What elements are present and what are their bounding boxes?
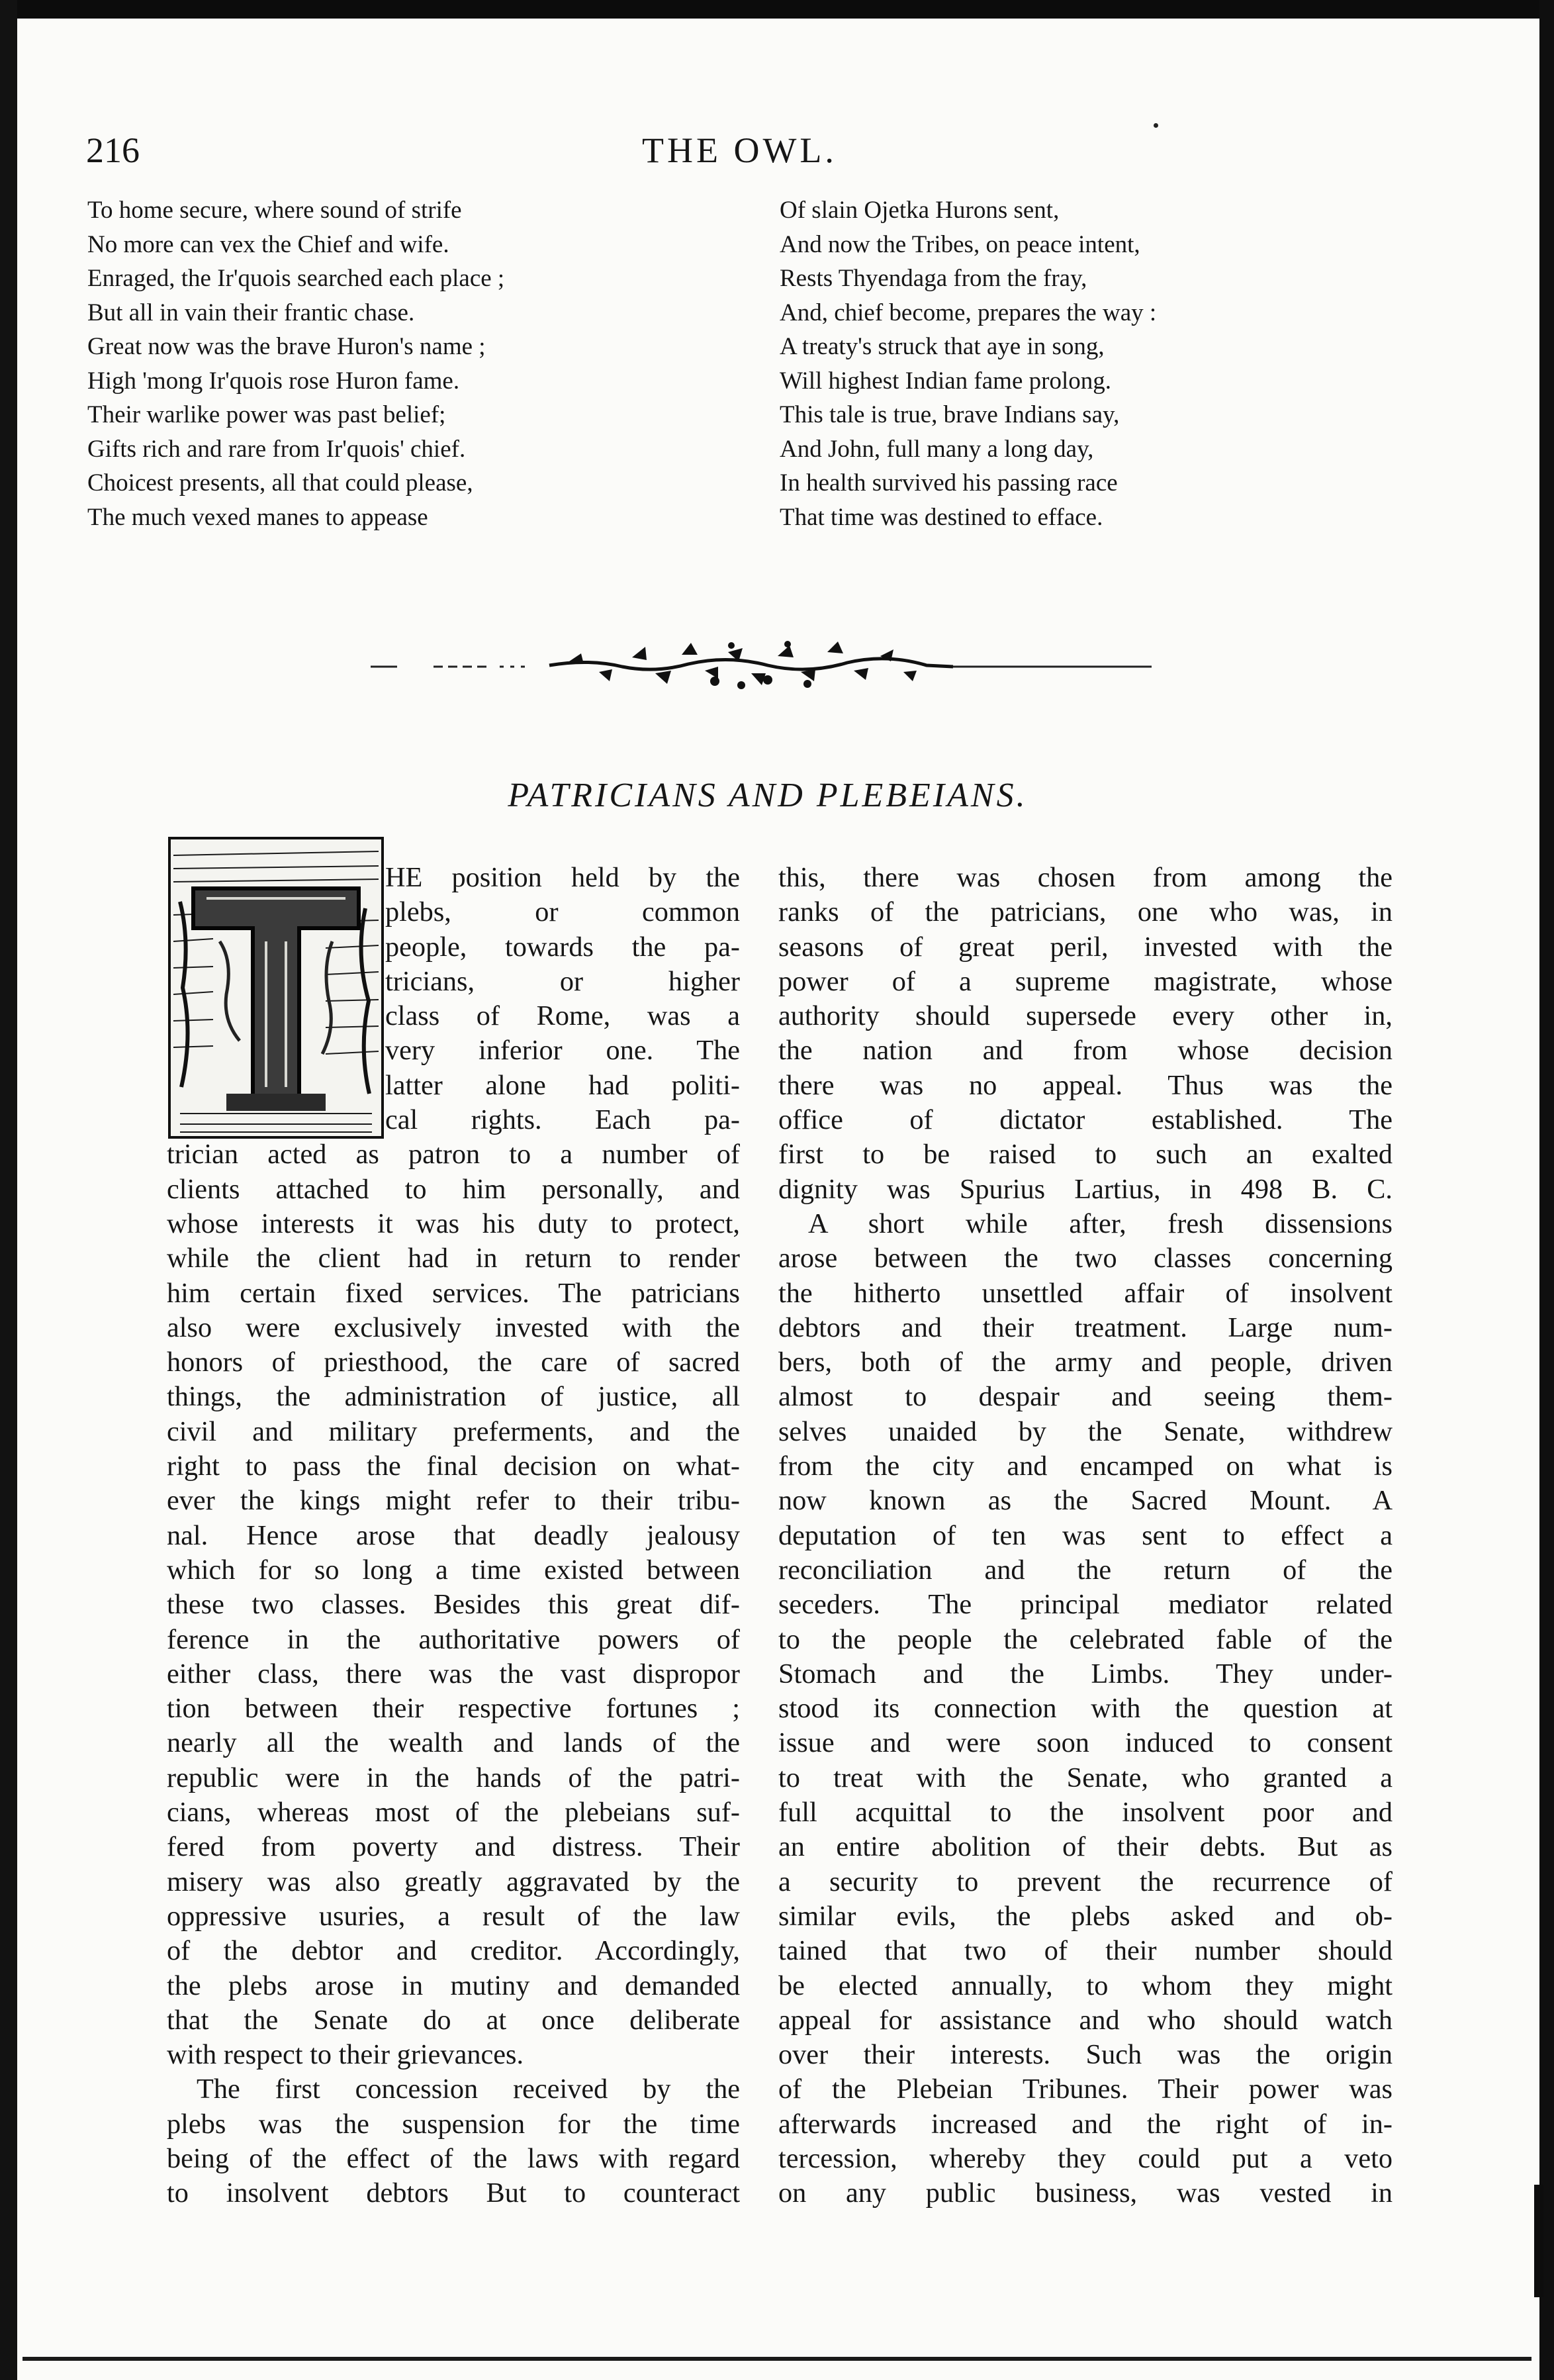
text-line: while the client had in return to render [167, 1243, 740, 1274]
poem-line: And now the Tribes, on peace intent, [780, 230, 1140, 258]
text-line: the plebs arose in mutiny and demanded [167, 1970, 740, 2001]
article-left-column [167, 861, 740, 2211]
poem-left-column [87, 193, 749, 534]
text-line: plebs, or common [385, 896, 740, 928]
text-line: Stomach and the Limbs. They under- [778, 1658, 1393, 1690]
text-line: very inferior one. The [385, 1035, 740, 1067]
text-line: appeal for assistance and who should watch [778, 2004, 1393, 2036]
poem-line: To home secure, where sound of strife [87, 197, 462, 224]
text-line: that the Senate do at once deliberate [167, 2004, 740, 2036]
running-head: THE OWL. [642, 130, 837, 170]
poem-line: A treaty's struck that aye in song, [780, 333, 1105, 360]
text-line: clients attached to him personally, and [167, 1173, 740, 1205]
text-line: class of Rome, was a [385, 1000, 740, 1032]
scan-border-bottom-line [23, 2357, 1531, 2361]
text-line: tricians, or higher [385, 965, 740, 997]
text-line: a security to prevent the recurrence of [778, 1866, 1393, 1897]
text-line: either class, there was the vast dispropor [167, 1658, 740, 1690]
text-line: people, towards the pa- [385, 931, 740, 963]
text-line: dignity was Spurius Lartius, in 498 B. C. [778, 1173, 1393, 1205]
text-line: him certain fixed services. The patricians [167, 1277, 740, 1309]
article-right-column [778, 861, 1393, 2211]
text-line: of the debtor and creditor. Accordingly, [167, 1935, 740, 1967]
text-line: seceders. The principal mediator related [778, 1589, 1393, 1621]
text-line: on any public business, was vested in [778, 2177, 1393, 2209]
scan-edge-mark [1534, 2185, 1543, 2297]
text-line: power of a supreme magistrate, whose [778, 965, 1393, 997]
poem-line: Choicest presents, all that could please, [87, 469, 473, 497]
scan-border-top [0, 0, 1554, 19]
text-line: similar evils, the plebs asked and ob- [778, 1900, 1393, 1932]
text-line: misery was also greatly aggravated by the [167, 1866, 740, 1897]
poem-line: That time was destined to efface. [780, 503, 1103, 531]
text-line: cians, whereas most of the plebeians suf- [167, 1797, 740, 1829]
text-line: also were exclusively invested with the [167, 1311, 740, 1343]
text-line: nearly all the wealth and lands of the [167, 1727, 740, 1759]
text-line: cal rights. Each pa- [385, 1104, 740, 1136]
text-line: ever the kings might refer to their tribu- [167, 1485, 740, 1517]
text-line: an entire abolition of their debts. But as [778, 1831, 1393, 1863]
text-line: tion between their respective fortunes ; [167, 1693, 740, 1725]
text-line: stood its connection with the question at [778, 1693, 1393, 1725]
poem-line: Gifts rich and rare from Ir'quois' chief. [87, 435, 466, 463]
text-line: A short while after, fresh dissensions [808, 1208, 1393, 1239]
text-line: The first concession received by the [197, 2073, 740, 2105]
poem-line: Enraged, the Ir'quois searched each place ; [87, 265, 505, 292]
article-title: PATRICIANS AND PLEBEIANS. [508, 777, 1028, 814]
text-line: reconciliation and the return of the [778, 1554, 1393, 1586]
poem-line: No more can vex the Chief and wife. [87, 230, 449, 258]
text-line: now known as the Sacred Mount. A [778, 1485, 1393, 1517]
text-line: these two classes. Besides this great dif- [167, 1589, 740, 1621]
text-line: honors of priesthood, the care of sacred [167, 1347, 740, 1378]
poem-line: The much vexed manes to appease [87, 503, 428, 531]
text-line: whose interests it was his duty to protect, [167, 1208, 740, 1239]
text-line: seasons of great peril, invested with the [778, 931, 1393, 963]
text-line: to insolvent debtors But to counteract [167, 2177, 740, 2209]
text-line: the nation and from whose decision [778, 1035, 1393, 1067]
text-line: over their interests. Such was the origin [778, 2039, 1393, 2071]
scan-border-right [1539, 0, 1554, 2380]
text-line: there was no appeal. Thus was the [778, 1069, 1393, 1101]
text-line: tained that two of their number should [778, 1935, 1393, 1967]
poem-line: Rests Thyendaga from the fray, [780, 265, 1087, 292]
text-line: selves unaided by the Senate, withdrew [778, 1415, 1393, 1447]
text-line: tercession, whereby they could put a veto [778, 2142, 1393, 2174]
text-line: which for so long a time existed between [167, 1554, 740, 1586]
text-line: civil and military preferments, and the [167, 1415, 740, 1447]
text-line: authority should supersede every other in, [778, 1000, 1393, 1032]
poem-line: Of slain Ojetka Hurons sent, [780, 197, 1060, 224]
poem-line: Their warlike power was past belief; [87, 401, 446, 428]
poem-line: This tale is true, brave Indians say, [780, 401, 1120, 428]
scan-border-left [0, 0, 17, 2380]
text-line: being of the effect of the laws with regard [167, 2142, 740, 2174]
text-line: things, the administration of justice, all [167, 1381, 740, 1413]
poem-line: But all in vain their frantic chase. [87, 299, 415, 326]
poem-line: Will highest Indian fame prolong. [780, 367, 1111, 395]
text-line: trician acted as patron to a number of [167, 1139, 740, 1170]
text-line: be elected annually, to whom they might [778, 1970, 1393, 2001]
poem-line: And, chief become, prepares the way : [780, 299, 1157, 326]
text-line: deputation of ten was sent to effect a [778, 1519, 1393, 1551]
text-line: full acquittal to the insolvent poor and [778, 1797, 1393, 1829]
text-line: oppressive usuries, a result of the law [167, 1900, 740, 1932]
text-line: from the city and encamped on what is [778, 1451, 1393, 1482]
text-line: with respect to their grievances. [167, 2039, 524, 2071]
text-line: the hitherto unsettled affair of insolvent [778, 1277, 1393, 1309]
poem-line: High 'mong Ir'quois rose Huron fame. [87, 367, 460, 395]
poem-line: And John, full many a long day, [780, 435, 1094, 463]
text-line: ference in the authoritative powers of [167, 1623, 740, 1655]
text-line: afterwards increased and the right of in- [778, 2108, 1393, 2140]
text-line: almost to despair and seeing them- [778, 1381, 1393, 1413]
text-line: of the Plebeian Tribunes. Their power was [778, 2073, 1393, 2105]
text-line: nal. Hence arose that deadly jealousy [167, 1519, 740, 1551]
page-number: 216 [86, 130, 140, 170]
text-line: right to pass the final decision on what- [167, 1451, 740, 1482]
text-line: first to be raised to such an exalted [778, 1139, 1393, 1170]
text-line: office of dictator established. The [778, 1104, 1393, 1136]
text-line: ranks of the patricians, one who was, in [778, 896, 1393, 928]
decorative-divider [371, 632, 1152, 692]
poem-line: Great now was the brave Huron's name ; [87, 333, 486, 360]
poem-right-column [780, 193, 1475, 534]
poem-line: In health survived his passing race [780, 469, 1118, 497]
text-line: plebs was the suspension for the time [167, 2108, 740, 2140]
text-line: this, there was chosen from among the [778, 862, 1393, 893]
text-line: issue and were soon induced to consent [778, 1727, 1393, 1759]
text-line: to treat with the Senate, who granted a [778, 1762, 1393, 1793]
text-line: arose between the two classes concerning [778, 1243, 1393, 1274]
text-line: debtors and their treatment. Large num- [778, 1311, 1393, 1343]
text-line: republic were in the hands of the patri- [167, 1762, 740, 1793]
text-line: bers, both of the army and people, driven [778, 1347, 1393, 1378]
ink-dot [1154, 123, 1158, 128]
text-line: to the people the celebrated fable of the [778, 1623, 1393, 1655]
text-line: latter alone had politi- [385, 1069, 740, 1101]
text-line: HE position held by the [385, 862, 740, 893]
text-line: fered from poverty and distress. Their [167, 1831, 740, 1863]
